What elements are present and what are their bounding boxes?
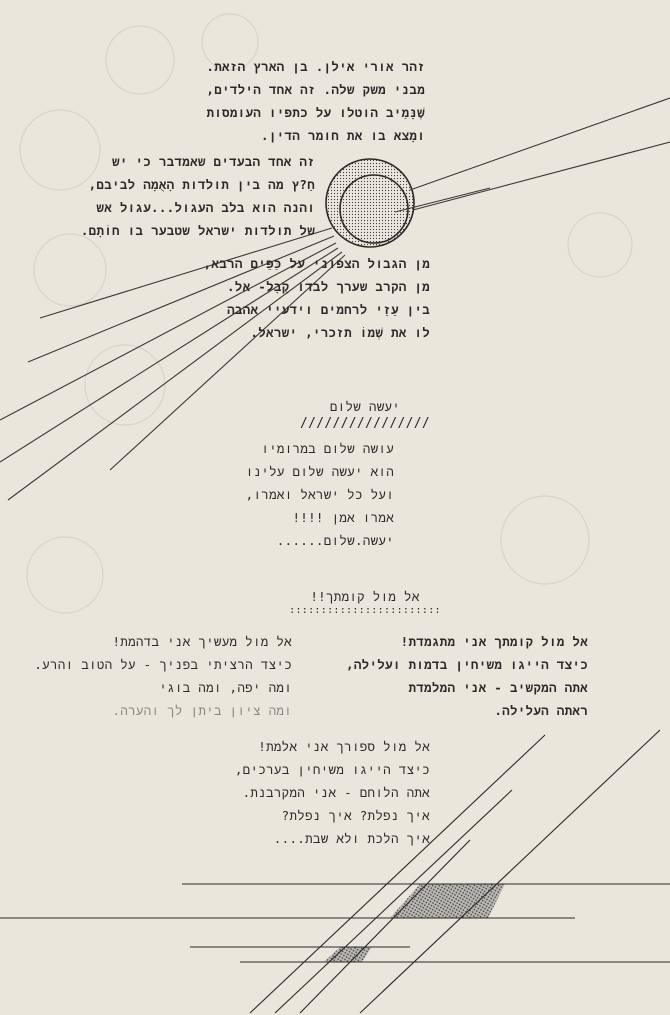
poem-line: אל מול קומתך אני מתגמדת!	[400, 634, 588, 649]
sun-drawing	[326, 159, 414, 247]
border-line: מן הגבול הצפוני על כַּפֵּים הרבא,	[203, 256, 430, 271]
poem-line: אל מול ספורך אני אלמת!	[258, 739, 430, 754]
poem-line: אתה המקשיב - אני המלמדת	[408, 680, 588, 695]
poem-left-stanza	[34, 630, 292, 722]
poem-line: אתה הלוחם - אני המקרבנת.	[242, 785, 430, 800]
prayer-stanza	[246, 437, 394, 552]
poem-line: ראתה העלילה.	[494, 703, 588, 718]
intro-stanza	[206, 55, 425, 147]
poem-line: כיצד הייגו משיחין בדמות ועלילה,	[346, 657, 588, 672]
prayer-line: עושה שלום במרומיו	[261, 441, 394, 456]
poem-line: ומה יפה, ומה בוגי	[159, 680, 292, 695]
poem-final-stanza	[235, 735, 430, 850]
prayer-divider: ////////////////	[299, 416, 431, 431]
poem-line: ומה ציון ביתן לך והערה.	[112, 703, 292, 718]
border-line: לו את שְׁמוֹ תזכרי, ישראל.	[250, 325, 430, 340]
prayer-line: הוא יעשה שלום עלינו	[245, 464, 394, 479]
poem-divider: ::::::::::::::::::::::::	[289, 605, 441, 616]
intro-line: מבני משק שלה. זה אחד הילדים,	[206, 82, 425, 97]
border-line: מן הקרב שערך לבדו קֻבָל- אל.	[226, 279, 430, 294]
prayer-heading	[290, 398, 440, 432]
sun-line: והנה הוא בלב העגול...עגול אש	[96, 200, 315, 215]
poem-title: אל מול קומתך!!	[310, 589, 420, 604]
intro-line: זהר אורי אילן. בן הארץ הזאת.	[206, 59, 425, 74]
sun-line: זה אחד הבעדים שאמדבר כי יש	[112, 154, 315, 169]
border-line: בין עֵזֵי לרחמים וידעיי אהבה	[227, 302, 430, 317]
poem-heading	[270, 588, 460, 616]
prayer-line: אמרו אמן !!!!	[292, 510, 394, 525]
poem-line: כיצד הייגו משיחין בערכים,	[234, 762, 430, 777]
poem-line: איך הלכת ולא שבת....	[273, 831, 430, 846]
poem-line: אל מול מעשיך אני בדהמת!	[112, 634, 292, 649]
poem-right-stanza	[346, 630, 588, 722]
sun-line: של תולדות ישראל שטבער בו חוֹתָם.	[80, 223, 315, 238]
prayer-title: יעשה שלום	[329, 399, 401, 414]
intro-line: ומָצא בו את חומר הדין.	[261, 128, 425, 143]
prayer-line: יעשה.שלום......	[276, 533, 394, 548]
intro-line: שֶׁנָּמַיב הוטלו על כתפיו העומסות	[206, 105, 425, 120]
prayer-line: ועל כל ישראל ואמרו,	[245, 487, 394, 502]
poem-line: איך נפלת? איך נפלת?	[281, 808, 430, 823]
sun-line: חֵ?ץ מה בין תולדות הָאֻמָה לביבם,	[88, 177, 315, 192]
poem-line: כיצד הרציתי בפניך - על הטוב והרע.	[34, 657, 292, 672]
border-stanza	[204, 252, 430, 344]
sun-stanza	[81, 150, 315, 242]
